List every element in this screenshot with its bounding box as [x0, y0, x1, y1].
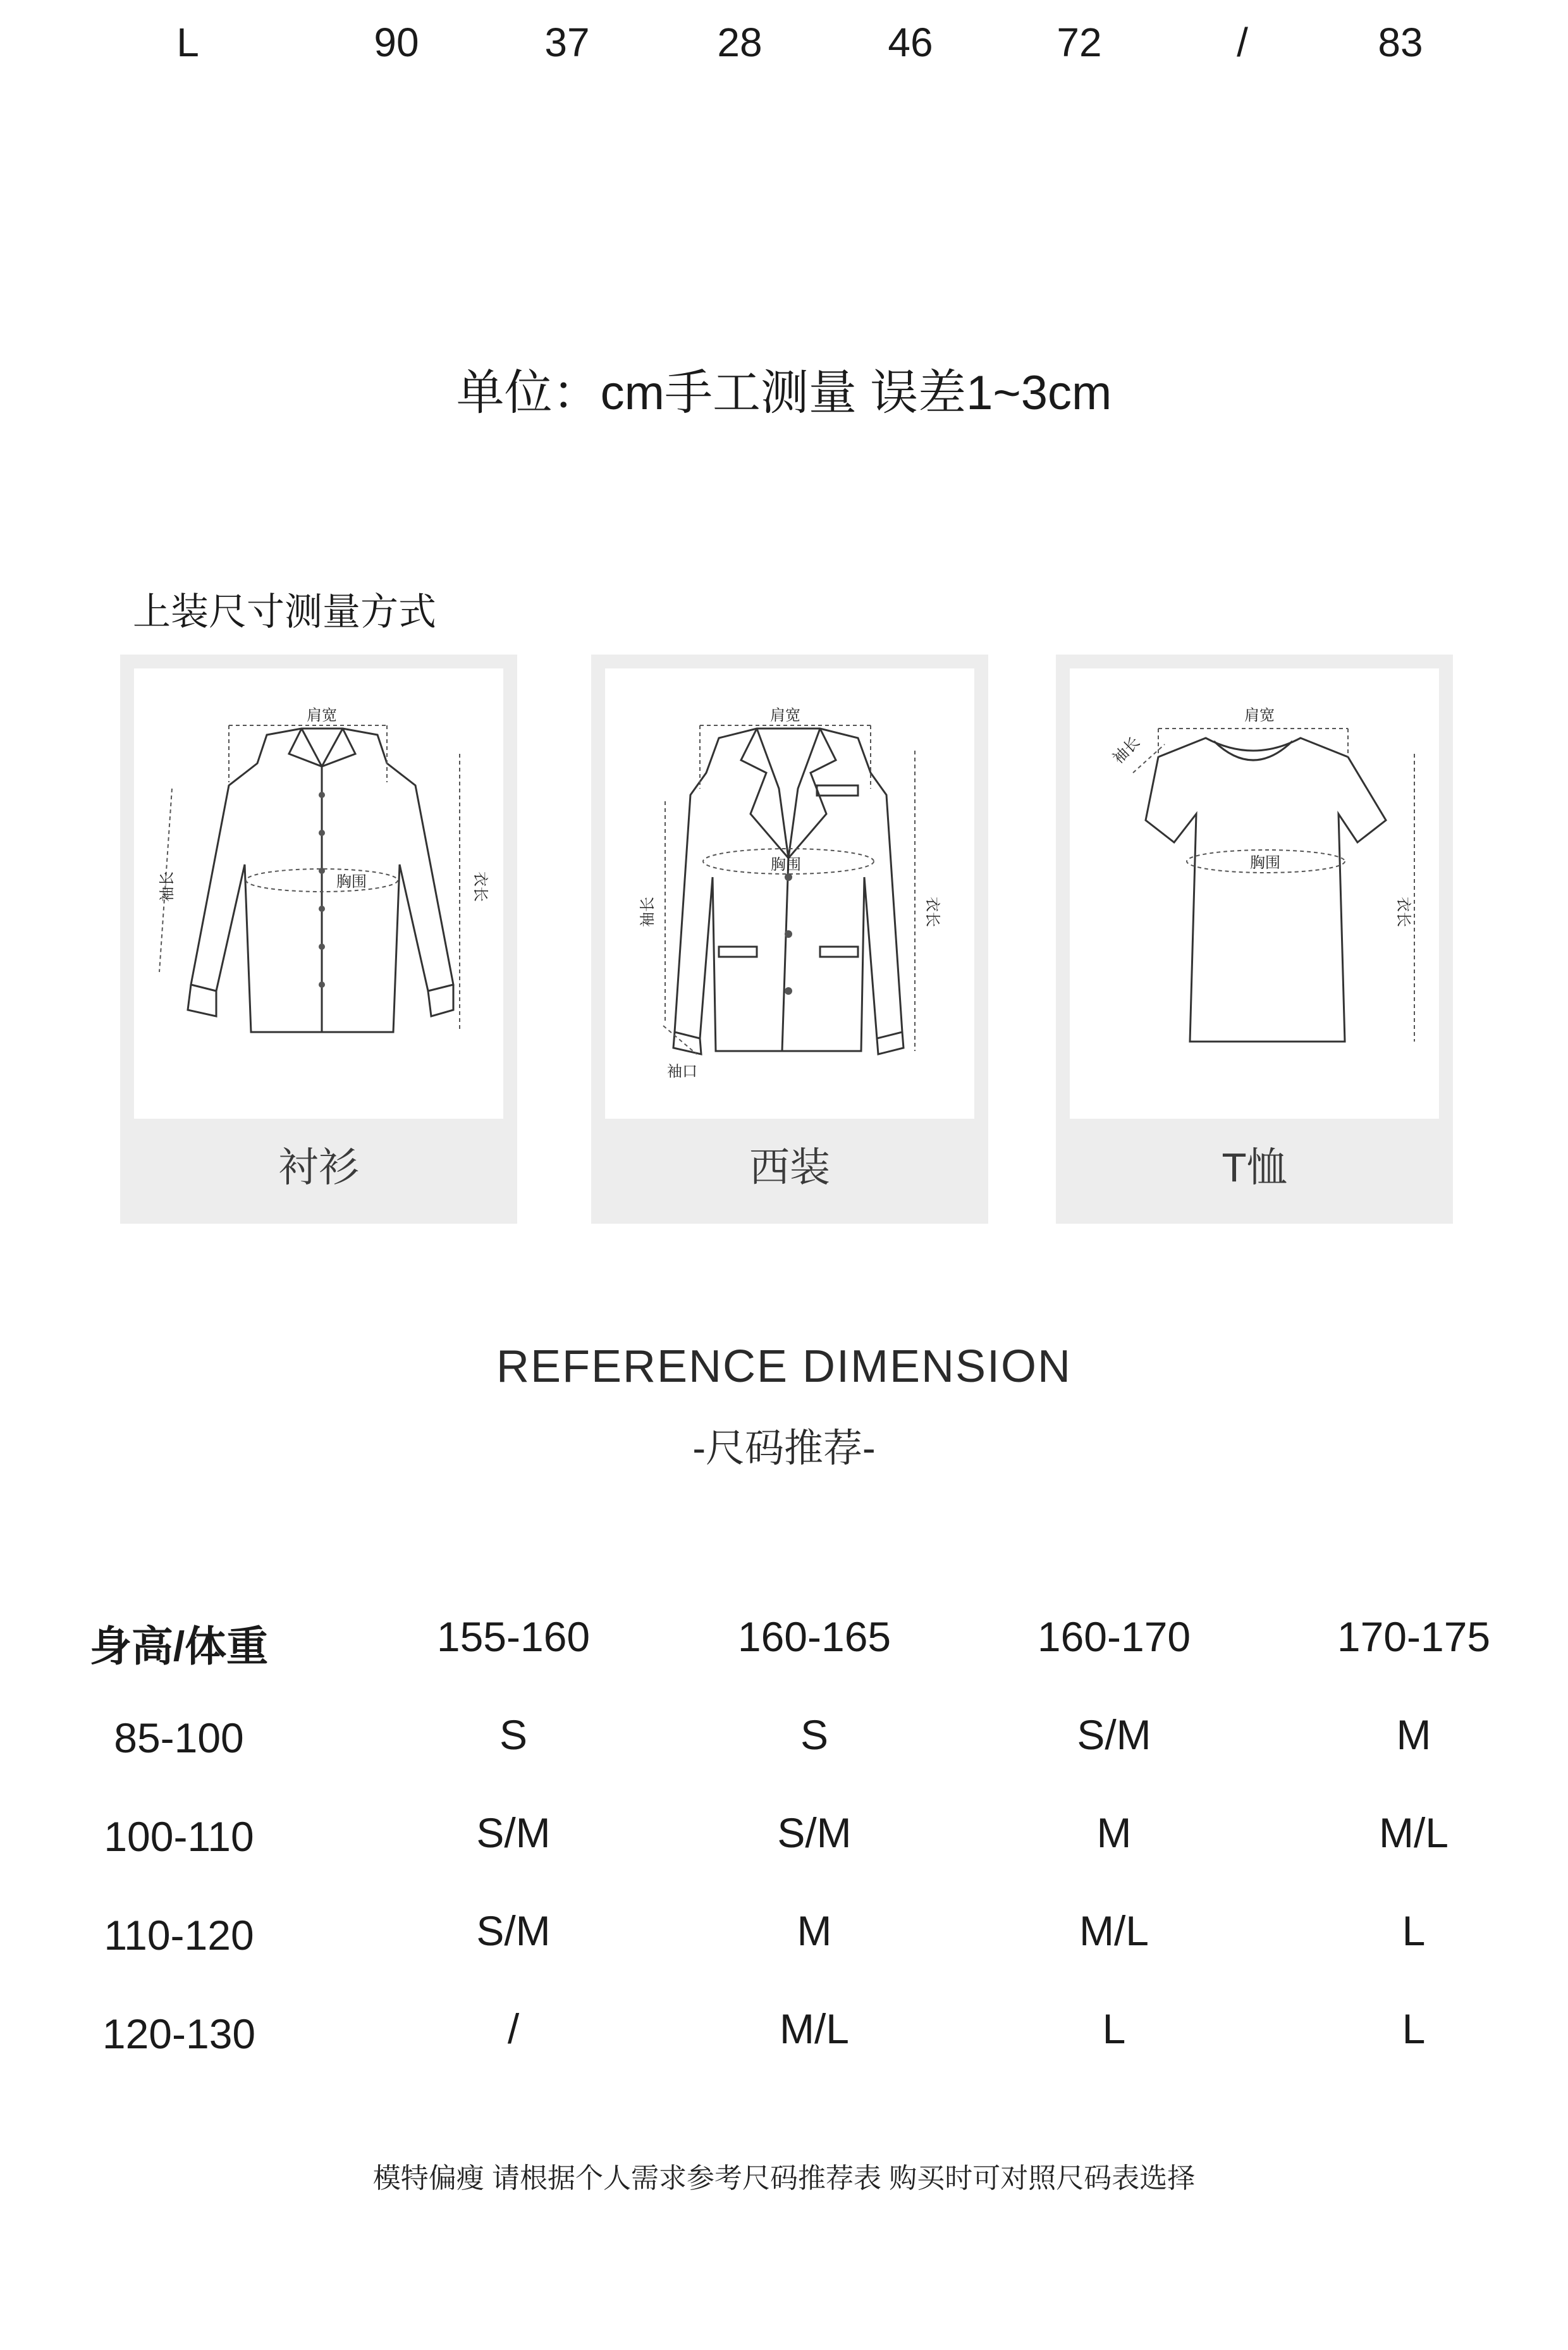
suit-card	[591, 655, 988, 1224]
sleeve-label: 袖长	[158, 871, 176, 902]
size-cell: 37	[544, 20, 590, 65]
suit-caption: 西装	[749, 1145, 830, 1190]
tshirt-caption: T恤	[1222, 1145, 1287, 1190]
shoulder-label: 肩宽	[770, 706, 800, 724]
size-cell: /	[1237, 20, 1248, 65]
size-cell: 28	[717, 20, 763, 65]
measure-title: 上装尺寸测量方式	[133, 591, 436, 633]
unit-note: 单位：cm手工测量 误差1~3cm	[456, 366, 1112, 420]
table-cell: S/M	[1077, 1711, 1151, 1758]
cuff-label: 袖口	[667, 1062, 697, 1080]
chest-label: 胸围	[1250, 854, 1280, 871]
chest-label: 胸围	[336, 873, 367, 890]
shirt-diagram	[134, 668, 503, 1119]
footnote: 模特偏瘦 请根据个人需求参考尺码推荐表 购买时可对照尺码表选择	[372, 2163, 1196, 2194]
reference-title: REFERENCE DIMENSION	[496, 1341, 1072, 1392]
table-cell: 110-120	[104, 1912, 254, 1959]
shirt-card	[120, 655, 517, 1224]
suit-icon	[605, 668, 974, 1119]
length-label: 衣长	[1395, 897, 1412, 927]
reference-subtitle: -尺码推荐-	[692, 1427, 876, 1470]
tshirt-card	[1056, 655, 1453, 1224]
chest-label: 胸围	[771, 856, 801, 873]
length-label: 衣长	[924, 897, 941, 927]
table-cell: L	[1102, 2005, 1126, 2052]
table-cell: M	[1096, 1809, 1132, 1856]
table-cell: M/L	[779, 2005, 850, 2052]
sleeve-label: 袖长	[639, 897, 656, 927]
shirt-caption: 衬衫	[278, 1145, 359, 1190]
table-cell: L	[1402, 1907, 1426, 1954]
table-cell: M	[797, 1907, 832, 1954]
table-cell: 100-110	[104, 1813, 254, 1860]
table-cell: S/M	[777, 1809, 852, 1856]
table-cell: M	[1396, 1711, 1431, 1758]
size-cell: L	[176, 20, 199, 65]
table-cell: S/M	[476, 1907, 551, 1954]
table-cell: M/L	[1378, 1809, 1449, 1856]
table-cell: 120-130	[102, 2010, 256, 2057]
size-cell: 83	[1378, 20, 1423, 65]
table-cell: 85-100	[114, 1714, 244, 1761]
size-cell: 90	[374, 20, 419, 65]
table-cell: /	[507, 2005, 520, 2052]
suit-diagram	[605, 668, 974, 1119]
shirt-icon	[134, 668, 503, 1119]
table-cell: L	[1402, 2005, 1426, 2052]
table-cell: M/L	[1079, 1907, 1149, 1954]
header-cell: 160-165	[737, 1613, 891, 1660]
table-cell: S/M	[476, 1809, 551, 1856]
header-cell: 155-160	[436, 1613, 591, 1660]
size-cell: 46	[888, 20, 933, 65]
sleeve-label: 袖长	[1109, 733, 1144, 768]
tshirt-icon	[1070, 668, 1439, 1119]
size-cell: 72	[1057, 20, 1102, 65]
shoulder-label: 肩宽	[307, 706, 337, 724]
header-cell: 身高/体重	[89, 1623, 269, 1670]
length-label: 衣长	[472, 871, 489, 902]
header-cell: 170-175	[1337, 1613, 1491, 1660]
tshirt-diagram	[1070, 668, 1439, 1119]
header-cell: 160-170	[1037, 1613, 1191, 1660]
shoulder-label: 肩宽	[1244, 706, 1275, 724]
table-cell: S	[499, 1711, 528, 1758]
table-cell: S	[800, 1711, 829, 1758]
